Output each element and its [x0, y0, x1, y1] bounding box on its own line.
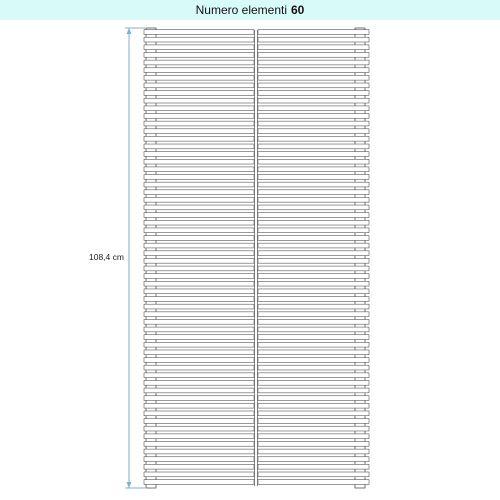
radiator-bar-left [144, 319, 254, 324]
radiator-bar-right [258, 68, 369, 73]
radiator-bar-right [258, 442, 369, 447]
radiator-bar-left [144, 350, 254, 355]
radiator-bar-left [144, 129, 254, 134]
radiator-bar-left [144, 98, 254, 103]
radiator-bar-right [258, 403, 369, 408]
radiator-bar-right [258, 266, 369, 271]
element-count-label: Numero elementi [195, 3, 287, 17]
radiator-bar-left [144, 75, 254, 80]
radiator-bar-left [144, 434, 254, 439]
radiator-bar-left [144, 403, 254, 408]
radiator-bar-left [144, 472, 254, 477]
radiator-bar-right [258, 53, 369, 58]
radiator-bar-left [144, 167, 254, 172]
radiator-bar-right [258, 45, 369, 50]
radiator-bar-left [144, 327, 254, 332]
radiator-bar-right [258, 205, 369, 210]
radiator-bar-left [144, 358, 254, 363]
radiator-bar-left [144, 258, 254, 263]
radiator-bar-right [258, 426, 369, 431]
radiator-bar-left [144, 442, 254, 447]
radiator-bar-right [258, 129, 369, 134]
radiator-bar-left [144, 114, 254, 119]
dimension-arrow-top [127, 28, 132, 34]
radiator-bar-left [144, 380, 254, 385]
radiator-bar-left [144, 182, 254, 187]
radiator-bar-right [258, 251, 369, 256]
radiator-bar-right [258, 152, 369, 157]
radiator-bar-right [258, 419, 369, 424]
radiator-bar-right [258, 312, 369, 317]
radiator-bar-left [144, 396, 254, 401]
radiator-bar-right [258, 327, 369, 332]
radiator-bar-left [144, 144, 254, 149]
radiator-bar-left [144, 251, 254, 256]
radiator-bar-right [258, 121, 369, 126]
radiator-bar-left [144, 411, 254, 416]
radiator-bar-right [258, 289, 369, 294]
radiator-bar-right [258, 190, 369, 195]
radiator-bar-left [144, 60, 254, 65]
radiator-bar-right [258, 319, 369, 324]
radiator-bar-left [144, 365, 254, 370]
radiator-bar-right [258, 37, 369, 42]
radiator-bar-right [258, 182, 369, 187]
radiator-bar-right [258, 358, 369, 363]
radiator-bar-right [258, 159, 369, 164]
radiator-bar-left [144, 281, 254, 286]
radiator-bar-right [258, 281, 369, 286]
radiator-bar-right [258, 350, 369, 355]
radiator-bar-right [258, 449, 369, 454]
radiator-bar-right [258, 304, 369, 309]
radiator-bar-right [258, 342, 369, 347]
radiator-bar-left [144, 175, 254, 180]
radiator-bar-right [258, 91, 369, 96]
height-dimension-label: 108,4 cm [89, 252, 124, 262]
radiator-bar-left [144, 152, 254, 157]
radiator-bar-right [258, 243, 369, 248]
radiator-bar-left [144, 106, 254, 111]
radiator-bar-left [144, 373, 254, 378]
radiator-outline [144, 28, 369, 488]
radiator-bar-right [258, 258, 369, 263]
radiator-bar-right [258, 83, 369, 88]
radiator-bar-left [144, 68, 254, 73]
radiator-bar-left [144, 121, 254, 126]
radiator-bar-right [258, 114, 369, 119]
radiator-bar-left [144, 289, 254, 294]
radiator-bar-left [144, 45, 254, 50]
radiator-bar-left [144, 480, 254, 485]
radiator-bar-right [258, 220, 369, 225]
radiator-bar-right [258, 396, 369, 401]
radiator-bar-left [144, 464, 254, 469]
radiator-bar-right [258, 434, 369, 439]
radiator-bar-left [144, 159, 254, 164]
radiator-bar-left [144, 91, 254, 96]
radiator-bar-left [144, 274, 254, 279]
radiator-bar-left [144, 449, 254, 454]
radiator-bar-right [258, 75, 369, 80]
radiator-bar-left [144, 205, 254, 210]
dimension-arrow-bottom [127, 482, 132, 488]
radiator-bar-right [258, 472, 369, 477]
element-count-value: 60 [291, 3, 305, 17]
radiator-bar-right [258, 297, 369, 302]
radiator-bar-left [144, 342, 254, 347]
radiator-bar-left [144, 266, 254, 271]
radiator-bar-right [258, 335, 369, 340]
radiator-bar-left [144, 30, 254, 35]
radiator-bar-right [258, 167, 369, 172]
radiator-bar-right [258, 457, 369, 462]
radiator-bar-right [258, 365, 369, 370]
radiator-bar-left [144, 213, 254, 218]
radiator-bar-right [258, 175, 369, 180]
radiator-bar-left [144, 335, 254, 340]
radiator-bar-right [258, 236, 369, 241]
radiator-bar-left [144, 388, 254, 393]
radiator-bar-left [144, 304, 254, 309]
radiator-bar-left [144, 228, 254, 233]
radiator-bar-right [258, 213, 369, 218]
radiator-bar-left [144, 190, 254, 195]
radiator-bar-right [258, 136, 369, 141]
radiator-bar-left [144, 297, 254, 302]
radiator-bar-left [144, 236, 254, 241]
radiator-bar-left [144, 83, 254, 88]
radiator-bar-right [258, 373, 369, 378]
radiator-bar-left [144, 312, 254, 317]
radiator-bar-right [258, 480, 369, 485]
radiator-bar-right [258, 388, 369, 393]
radiator-bar-left [144, 53, 254, 58]
radiator-bar-right [258, 98, 369, 103]
radiator-bar-right [258, 274, 369, 279]
radiator-bar-left [144, 197, 254, 202]
radiator-bar-right [258, 144, 369, 149]
radiator-bar-right [258, 197, 369, 202]
radiator-bar-left [144, 457, 254, 462]
radiator-bar-right [258, 60, 369, 65]
radiator-bar-left [144, 37, 254, 42]
radiator-bar-left [144, 243, 254, 248]
radiator-bar-right [258, 228, 369, 233]
radiator-bar-left [144, 136, 254, 141]
radiator-bar-right [258, 30, 369, 35]
radiator-bar-left [144, 220, 254, 225]
radiator-bar-left [144, 419, 254, 424]
radiator-bar-right [258, 380, 369, 385]
radiator-bar-right [258, 464, 369, 469]
radiator-bar-left [144, 426, 254, 431]
height-dimension-line [125, 28, 145, 488]
radiator-bar-right [258, 106, 369, 111]
radiator-bar-right [258, 411, 369, 416]
